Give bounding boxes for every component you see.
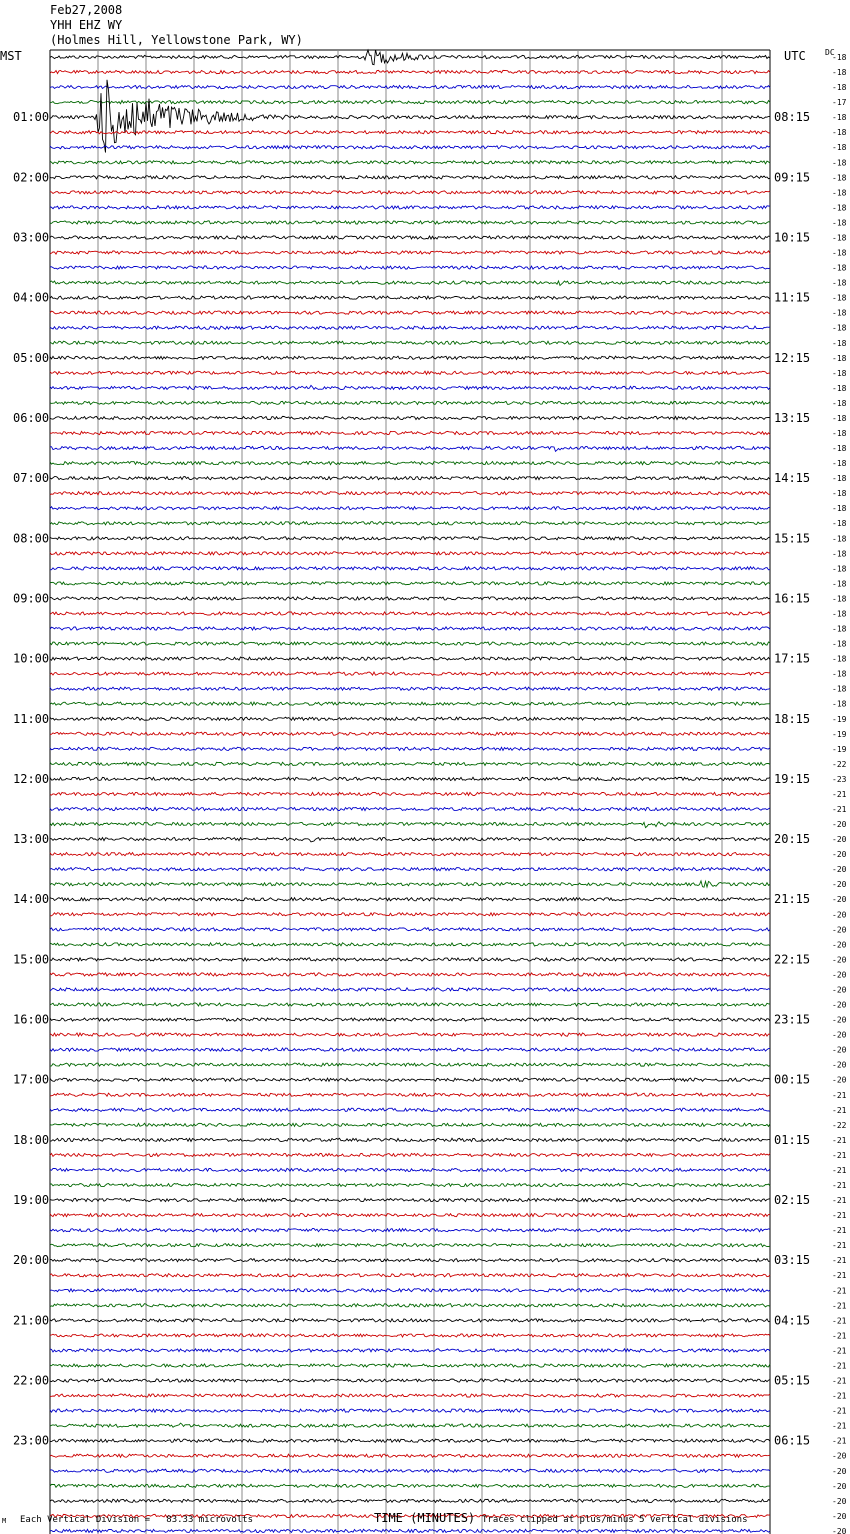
left-hour-label: 09:00 [13, 591, 50, 606]
dc-offset-label: -18 [832, 218, 847, 228]
left-hour-label: 06:00 [13, 410, 50, 425]
dc-offset-label: -20 [832, 835, 847, 845]
left-hour-label: 08:00 [13, 531, 50, 546]
right-hour-label: 09:15 [774, 170, 811, 185]
right-hour-label: 19:15 [774, 771, 811, 786]
seismic-trace [50, 943, 770, 946]
dc-offset-label: -18 [832, 639, 847, 649]
dc-offset-label: -18 [832, 669, 847, 679]
seismic-trace [50, 311, 770, 314]
seismic-trace [50, 853, 770, 856]
dc-offset-label: -20 [832, 1015, 847, 1025]
seismic-trace [50, 1379, 770, 1382]
seismic-trace [50, 522, 770, 525]
dc-offset-label: -20 [832, 1496, 847, 1506]
dc-offset-label: -21 [832, 1301, 847, 1311]
dc-offset-label: -20 [832, 865, 847, 875]
dc-offset-label: -21 [832, 1181, 847, 1190]
seismic-trace [50, 792, 770, 795]
dc-offset-label: -18 [832, 158, 847, 168]
seismic-trace [50, 687, 770, 690]
left-hour-label: 14:00 [13, 892, 50, 907]
seismic-trace [50, 371, 770, 374]
seismic-trace [50, 477, 770, 480]
dc-offset-label: -21 [832, 1421, 847, 1431]
scale-note: Each Vertical Division = 83.33 microvolts [20, 1515, 253, 1525]
seismic-trace [50, 1138, 770, 1141]
dc-offset-label: -21 [832, 1361, 847, 1371]
dc-offset-label: -21 [832, 1150, 847, 1160]
seismic-trace [50, 1033, 770, 1036]
dc-offset-label: -18 [832, 564, 847, 574]
left-hour-label: 12:00 [13, 771, 50, 786]
seismic-trace [50, 822, 770, 828]
left-hour-label: 19:00 [13, 1193, 50, 1208]
seismic-trace [50, 747, 770, 750]
seismic-trace [50, 958, 770, 961]
dc-offset-label: -18 [832, 248, 847, 258]
seismic-trace [50, 206, 770, 209]
dc-label: DC [825, 48, 835, 57]
clip-note: Traces clipped at plus/minus 5 vertical divisions [482, 1515, 748, 1525]
seismic-trace [50, 1003, 770, 1006]
chart-location: (Holmes Hill, Yellowstone Park, WY) [50, 33, 303, 47]
x-axis-label: TIME (MINUTES) [374, 1511, 476, 1525]
dc-offset-label: -18 [832, 474, 847, 484]
dc-offset-label: -20 [832, 1060, 847, 1070]
seismic-trace [50, 717, 770, 720]
chart-station: YHH EHZ WY [50, 18, 123, 32]
seismic-trace [50, 1529, 770, 1532]
seismic-trace [50, 762, 770, 765]
right-hour-label: 00:15 [774, 1072, 811, 1087]
dc-offset-label: -21 [832, 1376, 847, 1386]
right-hour-label: 17:15 [774, 651, 811, 666]
dc-offset-label: -18 [832, 173, 847, 183]
dc-offset-label: -20 [832, 1030, 847, 1040]
left-hour-label: 18:00 [13, 1132, 50, 1147]
dc-offset-label: -18 [832, 684, 847, 694]
seismic-trace [50, 281, 770, 286]
dc-offset-label: -19 [832, 744, 847, 754]
dc-offset-label: -20 [832, 820, 847, 830]
dc-offset-label: -20 [832, 955, 847, 965]
left-hour-label: 05:00 [13, 350, 50, 365]
dc-offset-label: -18 [832, 263, 847, 273]
left-hour-label: 10:00 [13, 651, 50, 666]
right-axis-label: UTC [784, 49, 806, 63]
left-hour-label: 11:00 [13, 711, 50, 726]
dc-offset-label: -18 [832, 323, 847, 333]
dc-offset-label: -20 [832, 1511, 847, 1521]
right-hour-label: 11:15 [774, 290, 811, 305]
dc-offset-label: -22 [832, 1120, 847, 1130]
dc-offset-label: -18 [832, 459, 847, 469]
seismic-trace [50, 627, 770, 630]
seismic-trace [50, 597, 770, 600]
dc-offset-label: -18 [832, 203, 847, 213]
dc-offset-label: -21 [832, 1211, 847, 1221]
right-hour-label: 01:15 [774, 1132, 811, 1147]
seismic-trace [50, 1499, 770, 1502]
dc-offset-label: -20 [832, 1000, 847, 1010]
right-hour-label: 06:15 [774, 1433, 811, 1448]
dc-offset-label: -20 [832, 910, 847, 920]
dc-offset-label: -20 [832, 850, 847, 860]
dc-offset-label: -18 [832, 504, 847, 514]
dc-offset-label: -18 [832, 338, 847, 348]
seismic-trace [50, 251, 770, 254]
dc-offset-label: -18 [832, 594, 847, 604]
seismic-trace [50, 1423, 770, 1427]
dc-offset-label: -18 [832, 534, 847, 544]
seismic-trace [50, 1439, 770, 1442]
seismic-trace [50, 928, 770, 931]
seismic-trace [50, 86, 770, 89]
seismic-trace [50, 868, 770, 871]
seismic-trace [50, 672, 770, 675]
seismic-trace [50, 161, 770, 164]
seismic-trace [50, 101, 770, 104]
seismic-trace [50, 356, 770, 359]
right-hour-label: 08:15 [774, 110, 811, 125]
dc-offset-label: -18 [832, 579, 847, 589]
right-hour-label: 12:15 [774, 350, 811, 365]
seismic-trace [50, 341, 770, 344]
dc-offset-label: -18 [832, 624, 847, 634]
dc-offset-label: -23 [832, 774, 847, 784]
chart-date: Feb27,2008 [50, 3, 123, 17]
dc-offset-label: -20 [832, 925, 847, 935]
seismic-trace [50, 462, 770, 465]
dc-offset-label: -21 [832, 1286, 847, 1296]
dc-offset-label: -18 [832, 293, 847, 303]
dc-offset-label: -20 [832, 895, 847, 905]
right-hour-label: 18:15 [774, 711, 811, 726]
seismic-trace [50, 176, 770, 179]
seismic-trace [50, 777, 770, 780]
seismic-trace [50, 1274, 770, 1277]
dc-offset-label: -18 [832, 519, 847, 529]
left-hour-label: 01:00 [13, 110, 50, 125]
seismic-trace [50, 236, 770, 239]
dc-offset-label: -18 [832, 654, 847, 664]
seismic-trace [50, 191, 770, 194]
dc-offset-label: -19 [832, 714, 847, 724]
seismic-trace [50, 552, 770, 555]
seismic-trace [50, 1244, 770, 1247]
seismic-trace [50, 1319, 770, 1322]
dc-offset-label: -20 [832, 985, 847, 995]
left-axis-label: MST [0, 49, 22, 63]
seismic-trace [50, 537, 770, 540]
dc-offset-label: -21 [832, 805, 847, 814]
seismic-trace [50, 612, 770, 615]
seismic-trace [50, 131, 770, 134]
left-hour-label: 02:00 [13, 170, 50, 185]
dc-offset-label: -21 [832, 1105, 847, 1115]
left-hour-label: 15:00 [13, 952, 50, 967]
dc-offset-label: -18 [832, 549, 847, 559]
seismic-trace [50, 807, 770, 810]
dc-offset-label: -20 [832, 970, 847, 980]
seismic-trace [50, 385, 770, 389]
left-hour-label: 22:00 [13, 1373, 50, 1388]
dc-offset-label: -21 [832, 1241, 847, 1251]
dc-offset-label: -21 [832, 1316, 847, 1326]
seismic-trace [50, 898, 770, 901]
seismic-trace [50, 642, 770, 645]
seismic-trace [50, 732, 770, 735]
seismic-trace [50, 1048, 770, 1051]
seismic-trace [50, 1214, 770, 1217]
left-hour-label: 20:00 [13, 1253, 50, 1268]
seismic-trace [50, 1304, 770, 1307]
left-hour-label: 21:00 [13, 1313, 50, 1328]
seismic-trace [50, 1229, 770, 1232]
seismic-trace [50, 881, 770, 887]
left-hour-label: 16:00 [13, 1012, 50, 1027]
right-hour-label: 20:15 [774, 832, 811, 847]
seismic-trace [50, 973, 770, 976]
seismic-trace [50, 1409, 770, 1412]
dc-offset-label: -20 [832, 1075, 847, 1085]
right-hour-label: 03:15 [774, 1253, 811, 1268]
seismic-trace [50, 70, 770, 73]
seismic-trace [50, 1093, 770, 1096]
right-hour-label: 21:15 [774, 892, 811, 907]
seismic-trace [50, 1259, 770, 1262]
right-hour-label: 05:15 [774, 1373, 811, 1388]
dc-offset-label: -20 [832, 1526, 847, 1534]
seismic-trace [50, 80, 770, 153]
corner-mark: M [2, 1517, 7, 1525]
left-hour-label: 17:00 [13, 1072, 50, 1087]
seismic-trace [50, 1334, 770, 1337]
dc-offset-label: -21 [832, 1256, 847, 1266]
dc-offset-label: -21 [832, 789, 847, 799]
dc-offset-label: -21 [832, 1165, 847, 1175]
dc-offset-label: -18 [832, 53, 847, 62]
seismic-trace [50, 702, 770, 705]
dc-offset-label: -20 [832, 1045, 847, 1055]
right-hour-label: 22:15 [774, 952, 811, 967]
dc-offset-label: -18 [832, 83, 847, 93]
dc-offset-label: -21 [832, 1196, 847, 1206]
dc-offset-label: -20 [832, 880, 847, 890]
left-hour-label: 04:00 [13, 290, 50, 305]
dc-offset-label: -18 [832, 383, 847, 393]
dc-offset-label: -21 [832, 1406, 847, 1416]
seismic-trace [50, 1349, 770, 1352]
dc-offset-label: -22 [832, 759, 847, 769]
right-hour-label: 16:15 [774, 591, 811, 606]
seismic-trace [50, 1153, 770, 1156]
seismic-trace [50, 567, 770, 570]
dc-offset-label: -21 [832, 1226, 847, 1236]
left-hour-label: 23:00 [13, 1433, 50, 1448]
dc-offset-label: -21 [832, 1331, 847, 1341]
dc-offset-label: -21 [832, 1391, 847, 1401]
seismic-trace [50, 657, 770, 660]
seismic-trace [50, 1289, 770, 1292]
seismic-trace [50, 1484, 770, 1487]
right-hour-label: 14:15 [774, 471, 811, 486]
dc-offset-label: -18 [832, 609, 847, 619]
dc-offset-label: -18 [832, 429, 847, 438]
seismic-trace [50, 492, 770, 495]
seismic-trace [50, 1364, 770, 1367]
dc-offset-label: -18 [832, 444, 847, 454]
left-hour-label: 07:00 [13, 471, 50, 486]
dc-offset-label: -18 [832, 353, 847, 363]
left-hour-label: 03:00 [13, 230, 50, 245]
right-hour-label: 15:15 [774, 531, 811, 546]
seismic-trace [50, 266, 770, 269]
seismic-trace [50, 507, 770, 510]
right-hour-label: 02:15 [774, 1193, 811, 1208]
right-hour-label: 13:15 [774, 410, 811, 425]
dc-offset-label: -21 [832, 1436, 847, 1446]
dc-offset-label: -18 [832, 278, 847, 288]
dc-offset-label: -21 [832, 1346, 847, 1356]
seismic-trace [50, 1394, 770, 1397]
left-hour-label: 13:00 [13, 832, 50, 847]
seismic-trace [50, 326, 770, 329]
dc-offset-label: -18 [832, 368, 847, 378]
dc-offset-label: -20 [832, 1451, 847, 1461]
dc-offset-label: -20 [832, 1481, 847, 1491]
dc-offset-label: -18 [832, 699, 847, 709]
seismic-trace [50, 1078, 770, 1081]
seismic-trace [50, 1123, 770, 1126]
seismic-trace [50, 1183, 770, 1186]
dc-offset-label: -18 [832, 308, 847, 318]
dc-offset-label: -19 [832, 729, 847, 739]
dc-offset-label: -18 [832, 113, 847, 123]
seismic-trace [50, 146, 770, 149]
dc-offset-label: -18 [832, 143, 847, 153]
dc-offset-label: -18 [832, 413, 847, 423]
seismic-trace [50, 1469, 770, 1472]
dc-offset-label: -21 [832, 1271, 847, 1281]
seismic-trace [50, 401, 770, 404]
dc-offset-label: -18 [832, 398, 847, 408]
dc-offset-label: -18 [832, 68, 847, 78]
seismic-trace [50, 582, 770, 585]
right-hour-label: 04:15 [774, 1313, 811, 1328]
seismic-trace [50, 913, 770, 916]
dc-offset-label: -21 [832, 1135, 847, 1145]
dc-offset-label: -21 [832, 1090, 847, 1100]
seismic-trace [50, 1063, 770, 1066]
seismic-trace [50, 1018, 770, 1021]
seismic-trace [50, 1108, 770, 1111]
seismic-trace [50, 446, 770, 451]
right-hour-label: 10:15 [774, 230, 811, 245]
seismic-trace [50, 221, 770, 224]
seismic-trace [50, 431, 770, 434]
dc-offset-label: -18 [832, 489, 847, 499]
dc-offset-label: -18 [832, 233, 847, 243]
dc-offset-label: -18 [832, 188, 847, 198]
seismic-trace [50, 1168, 770, 1171]
right-hour-label: 23:15 [774, 1012, 811, 1027]
dc-offset-label: -20 [832, 940, 847, 950]
seismic-trace [50, 416, 770, 419]
dc-offset-label: -17 [832, 98, 847, 108]
dc-offset-label: -20 [832, 1466, 847, 1476]
seismic-trace [50, 838, 770, 842]
seismic-trace [50, 1454, 770, 1457]
seismic-trace [50, 296, 770, 299]
seismic-trace [50, 50, 770, 65]
dc-offset-label: -18 [832, 128, 847, 138]
seismic-trace [50, 988, 770, 991]
seismic-trace [50, 1198, 770, 1201]
